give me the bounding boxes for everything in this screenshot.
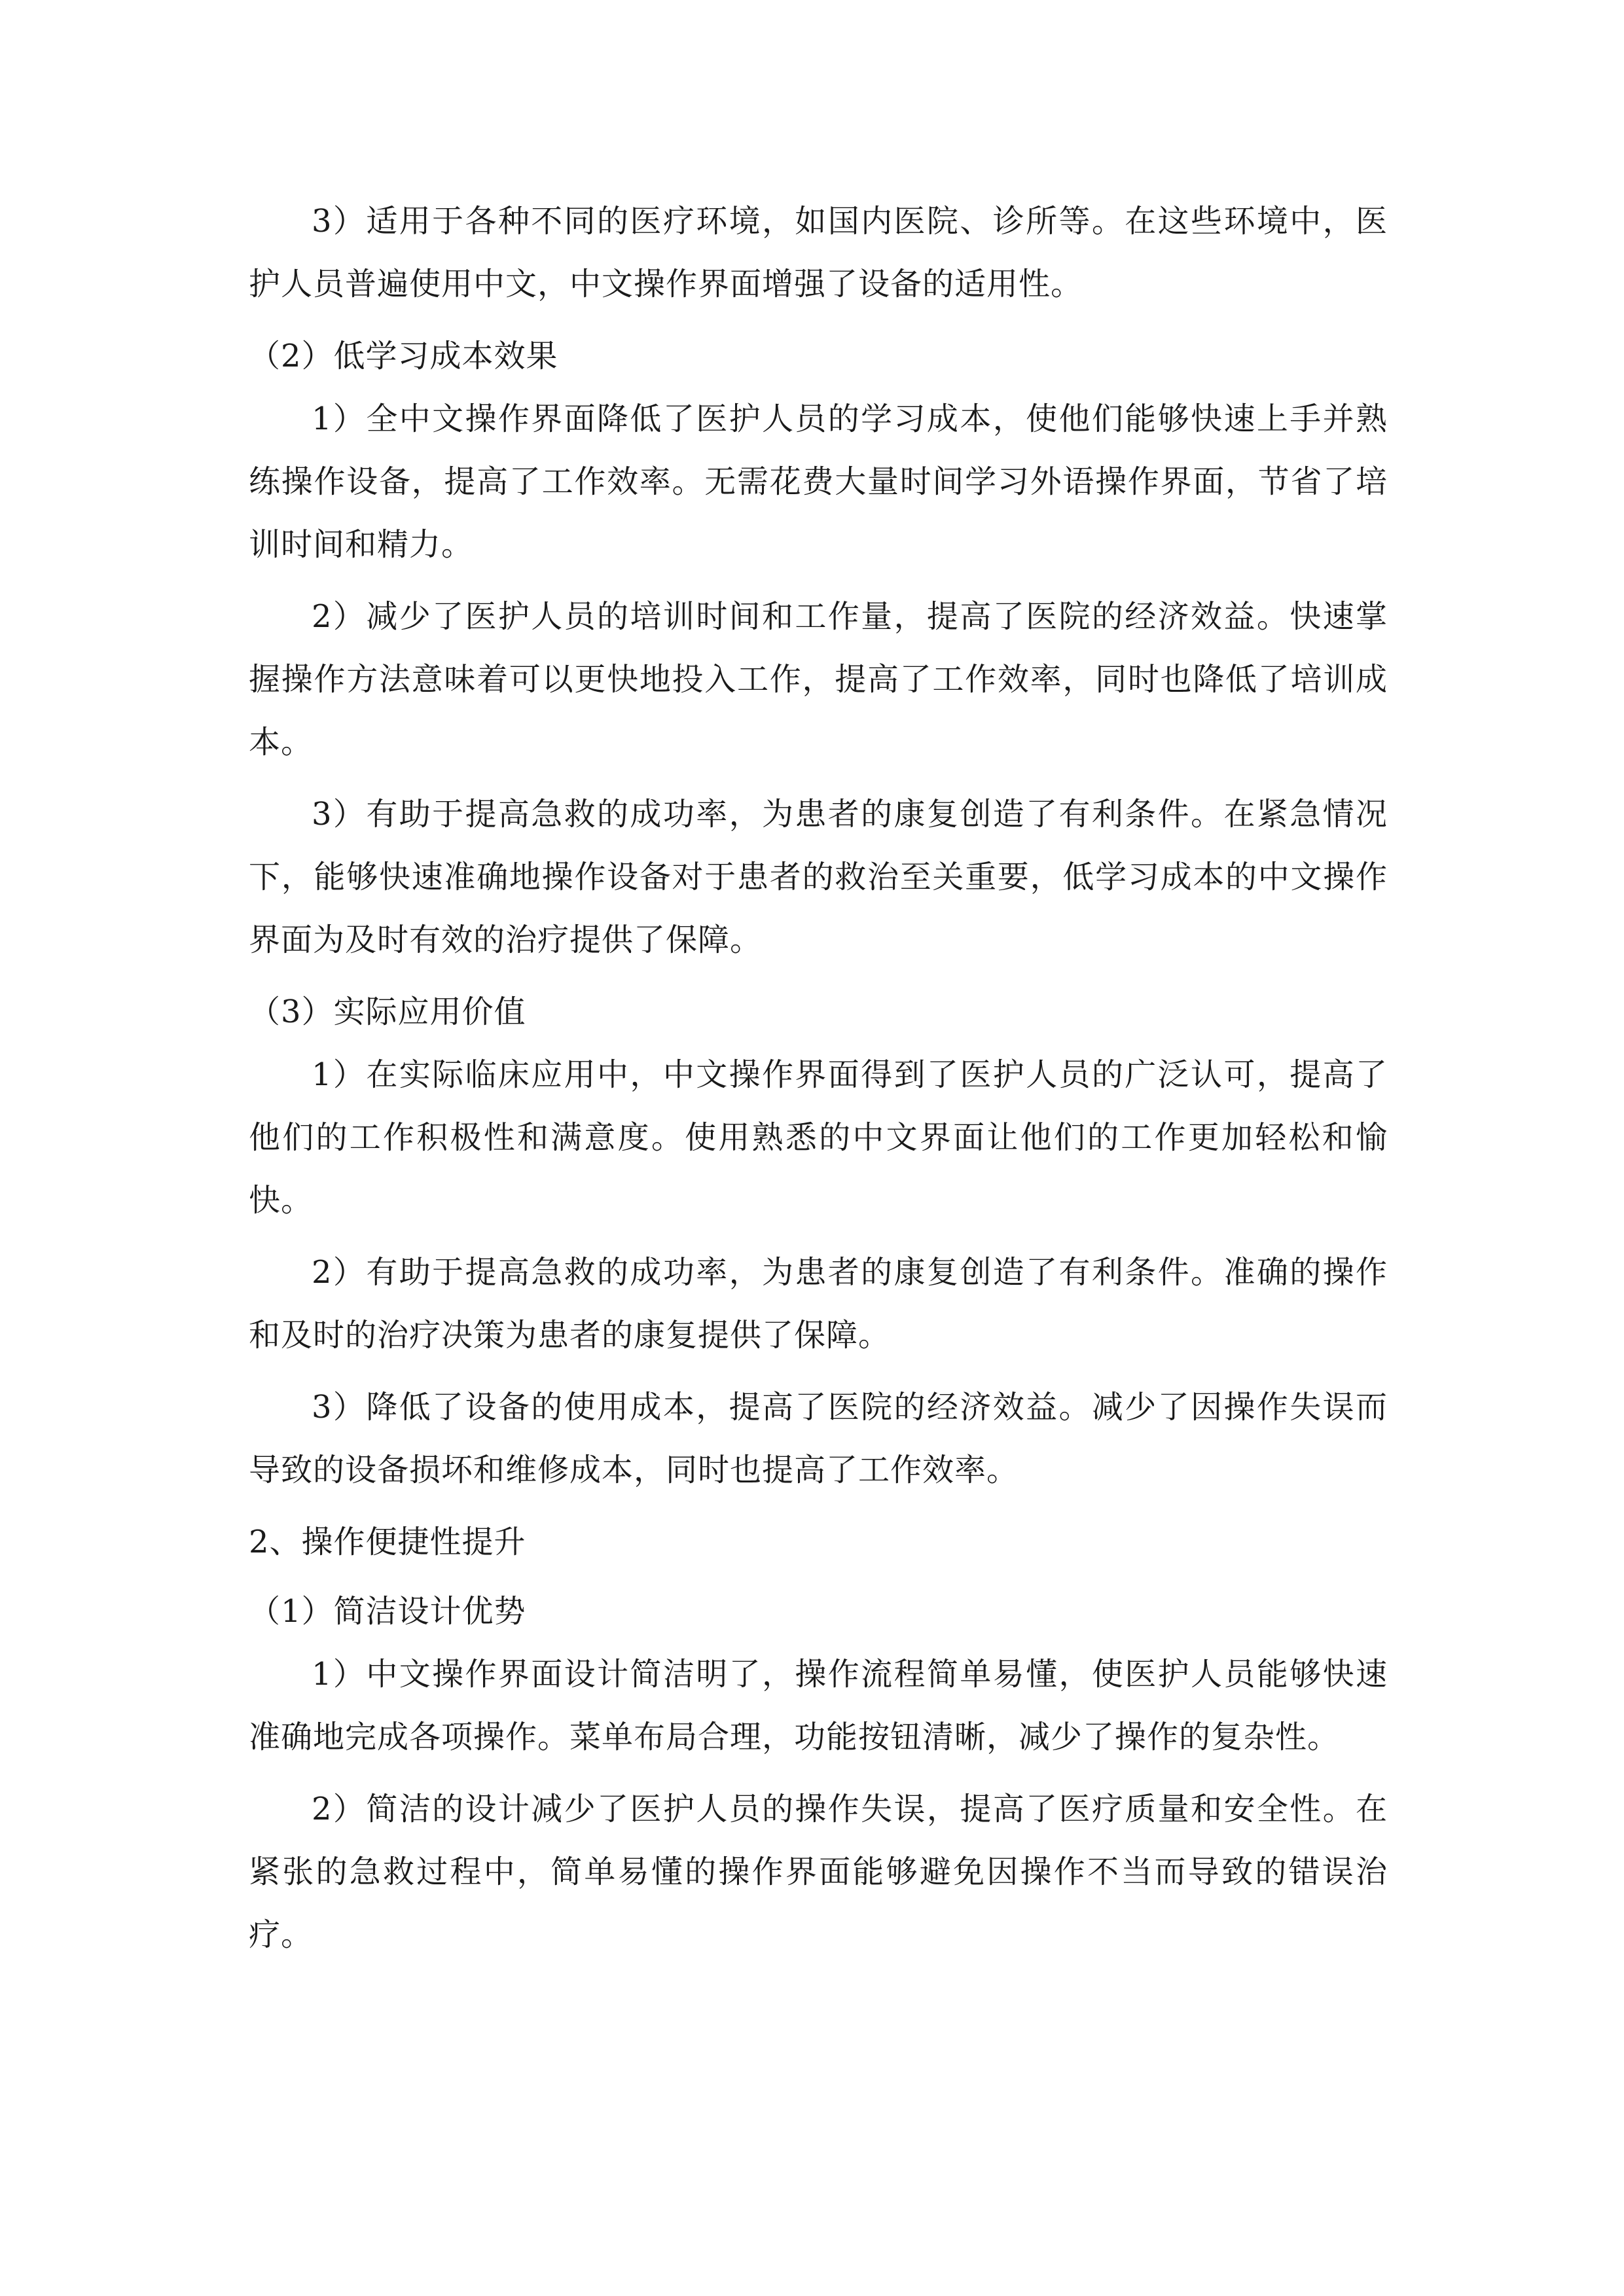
paragraph-practical-value-2: 2）有助于提高急救的成功率，为患者的康复创造了有利条件。准确的操作和及时的治疗决策为患者的康复提供了保障。 xyxy=(249,1254,1388,1354)
paragraph-simple-design-2: 2）简洁的设计减少了医护人员的操作失误，提高了医疗质量和安全性。在紧张的急救过程中，简单易懂的操作界面能够避免因操作不当而导致的错误治疗。 xyxy=(249,1791,1388,1953)
paragraph-learning-cost-3: 3）有助于提高急救的成功率，为患者的康复创造了有利条件。在紧急情况下，能够快速准确地操作设备对于患者的救治至关重要，低学习成本的中文操作界面为及时有效的治疗提供了保障。 xyxy=(249,796,1388,958)
section-heading-convenience: 2、操作便捷性提升 xyxy=(249,1524,526,1560)
paragraph-practical-value-1: 1）在实际临床应用中，中文操作界面得到了医护人员的广泛认可，提高了他们的工作积极性和满意度。使用熟悉的中文界面让他们的工作更加轻松和愉快。 xyxy=(249,1056,1388,1219)
paragraph-learning-cost-1: 1）全中文操作界面降低了医护人员的学习成本，使他们能够快速上手并熟练操作设备，提高了工作效率。无需花费大量时间学习外语操作界面，节省了培训时间和精力。 xyxy=(249,401,1388,563)
document-body xyxy=(249,190,1388,1975)
paragraph-practical-value-3: 3）降低了设备的使用成本，提高了医院的经济效益。减少了因操作失误而导致的设备损坏和维修成本，同时也提高了工作效率。 xyxy=(249,1389,1388,1488)
subheading-simple-design: （1）简洁设计优势 xyxy=(249,1593,526,1630)
paragraph-learning-cost-2: 2）减少了医护人员的培训时间和工作量，提高了医院的经济效益。快速掌握操作方法意味着可以更快地投入工作，提高了工作效率，同时也降低了培训成本。 xyxy=(249,598,1388,761)
subheading-practical-value: （3）实际应用价值 xyxy=(249,994,526,1030)
paragraph-simple-design-1: 1）中文操作界面设计简洁明了，操作流程简单易懂，使医护人员能够快速准确地完成各项操作。菜单布局合理，功能按钮清晰，减少了操作的复杂性。 xyxy=(249,1656,1388,1755)
paragraph-applicability: 3）适用于各种不同的医疗环境，如国内医院、诊所等。在这些环境中，医护人员普遍使用中文，中文操作界面增强了设备的适用性。 xyxy=(249,203,1388,302)
subheading-low-learning-cost: （2）低学习成本效果 xyxy=(249,338,558,374)
